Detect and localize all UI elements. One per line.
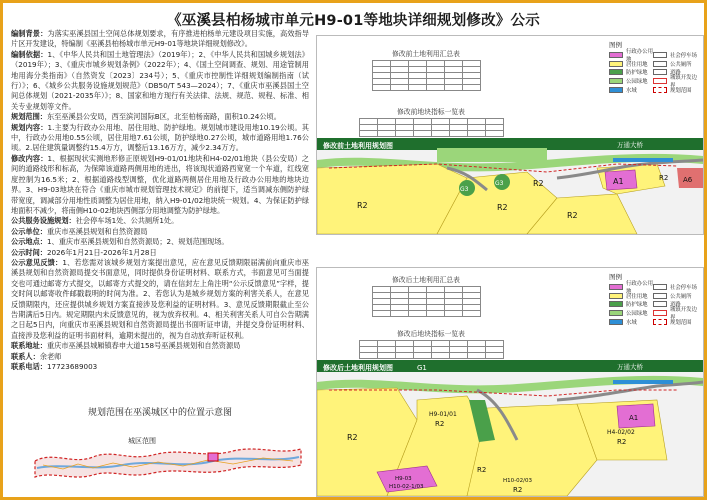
legend-water-after: 水域 — [626, 319, 637, 326]
para-basis: 编制依据：1、《中华人民共和国土地管理法》（2019年）；2、《中华人民共和国城乡规划法》（2019年）；3、《重庆市城乡规划条例》（2022年）；4、《国土空间调查、规划、用途管制用地用海分类指南》（自然资发〔2023〕234号）；5、《重庆市控制性详细规划编制指南（试行）》；6、《城乡公共服务设施规划规范》（DB50/T 543—2024）；7、《重庆市巫溪县国土空间总体规划（2021-2035年）》；8、国家和地方现行有关法律、法规、规范、规程、标准、相关专业规划等文件。 — [11, 49, 309, 111]
after-bridge-label: 万通大桥 — [617, 363, 643, 371]
legend-title-after: 图例 — [609, 273, 622, 281]
after-label-a1: A1 — [629, 414, 639, 422]
legend-road: 道路 — [670, 70, 681, 77]
legend-toilet: 公共厕所 — [670, 61, 692, 68]
after-summary-table — [372, 286, 481, 317]
after-label-r2-3: R2 — [617, 438, 627, 446]
legend-park-after: 公园绿地 — [626, 311, 648, 318]
legend-residential-after: 居住用地 — [626, 293, 648, 300]
after-label-r2-1: R2 — [347, 433, 358, 442]
before-index-table-title: 修改前地块指标一览表 — [397, 108, 465, 116]
legend-dev-boundary-after: 城镇开发边界 — [670, 307, 697, 322]
para-unit: 公示单位：重庆市巫溪县规划和自然资源局 — [11, 226, 148, 236]
after-legend — [609, 272, 699, 326]
legend-title: 图例 — [609, 41, 622, 49]
para-facilities: 公共服务设施规划：社会停车场1处、公共厕所1处。 — [11, 216, 179, 226]
after-label-h9-01: H9-01/01 — [429, 411, 457, 418]
before-label-g3-2: G3 — [495, 180, 504, 187]
before-label-r2-4: R2 — [659, 174, 669, 182]
para-time: 公示时间：2026年1月21日-2026年1月28日 — [11, 247, 157, 257]
after-summary-table-title: 修改后土地利用汇总表 — [392, 276, 460, 284]
after-label-h10-02: H10-02/03 — [503, 478, 532, 484]
para-content: 规划内容：1.主要为行政办公用地、居住用地、防护绿地。规划城市建设用地10.19公顷。其中，行政办公用地0.55公顷，居住用地7.61公顷，防护绿地0.27公顷，城市道路用地1.76公顷。2.居住建筑量调整约15.4万方，调整后13.16万方，减少2.34万方。 — [11, 122, 309, 153]
after-label-r2-5: R2 — [513, 486, 523, 494]
legend-toilet-after: 公共厕所 — [670, 293, 692, 300]
para-feedback: 公示意见反馈：1、若您需对该城乡规划方案提出意见，应在意见反馈期限届满前向重庆市巫溪县规划和自然资源局提交书面意见，同时提供身份证明材料、联系方式，书面意见可当面提交也可通过邮寄方式提交，以邮寄方式提交的，请在信封左上角注明“公示反馈意见”字样，提交时间以邮寄收件邮戳载明的时间为准。2、若您认为是城乡规划方案的利害关系人，在意见反馈期限内，还应提供城乡规划方案直接涉及您利益的证明材料。3、意见反馈期限截止至公告期满后5日内。规定期限内未反馈意见的，视为放弃权利。4、相关利害关系人可自公告期满之日起5日内，向重庆市巫溪县规划和自然资源局提出书面听证申请，并提交身份证明材料、直接涉及您利益的证明书面材料，逾期未提出的，视为自动放弃听证权利。 — [11, 257, 309, 340]
after-index-table-block — [351, 328, 511, 359]
after-index-table-title: 修改后地块指标一览表 — [397, 330, 465, 338]
legend-plan-area-after: 规划范围 — [670, 319, 692, 326]
before-index-table — [359, 118, 504, 137]
notice-text-column — [11, 29, 309, 379]
legend-residential: 居住用地 — [626, 61, 648, 68]
legend-admin: 行政办公用地 — [626, 49, 653, 64]
before-plan-panel — [316, 35, 704, 235]
before-summary-table-title: 修改前土地利用汇总表 — [392, 50, 460, 58]
before-bridge-label: 万通大桥 — [617, 141, 643, 149]
before-label-r2-3: R2 — [567, 211, 578, 220]
after-land-use-map — [317, 360, 703, 496]
urban-area-label: 城区范围 — [128, 437, 156, 445]
before-label-r2-2: R2 — [497, 203, 508, 212]
legend-water: 水域 — [626, 87, 637, 94]
after-label-h4-02: H4-02/02 — [607, 429, 635, 436]
legend-parking: 社会停车场 — [670, 53, 697, 60]
before-label-a6: A6 — [683, 176, 693, 184]
before-label-a1: A1 — [613, 177, 624, 186]
legend-plan-area: 规划范围 — [670, 87, 692, 94]
after-plan-panel — [316, 267, 704, 497]
legend-protective-green-after: 防护绿地 — [626, 302, 648, 309]
location-map-title: 规划范围在巫溪城区中的位置示意图 — [87, 408, 232, 418]
after-summary-table-block — [361, 274, 491, 317]
para-address: 联系地址：重庆市巫溪县城厢镇春申大道158号巫溪县规划和自然资源局 — [11, 341, 241, 351]
after-strip-label: 修改后土地利用规划图 — [323, 364, 393, 372]
plan-area-marker — [208, 453, 218, 461]
legend-road-after: 道路 — [670, 302, 681, 309]
legend-admin-after: 行政办公用地 — [626, 281, 653, 296]
before-index-table-block — [351, 106, 511, 137]
after-label-h9-03: H9-03 — [395, 476, 412, 482]
after-index-table — [359, 340, 504, 359]
after-label-r2-4: R2 — [477, 466, 487, 474]
para-modification: 修改内容：1、根据现状实测地形修正原规划H9-01/01地块和H4-02/01地块（县公安局）之间的道路线形和标高，为保障该道路两侧用地的进出，将该现状道路西宽宽一个车道，红线宽度控制为16.5米；2、根据道路线型调整，优化道路两侧居住用地及行政办公用地的地块边界。3、H9-03地块在符合《重庆市城市规划管理技术规定》的前提下，适当调减东侧防护绿带宽度，调减部分用地性质调整为居住用地，纳入H9-01/02地块统一规划。4、为保证防护绿地面积不减少，将南侧H10-02地块西侧部分用地调整为防护绿地。 — [11, 153, 309, 215]
before-summary-table — [372, 60, 481, 91]
legend-protective-green: 防护绿地 — [626, 70, 648, 77]
before-summary-table-block — [361, 48, 491, 91]
before-land-use-map — [317, 138, 703, 234]
para-contact: 联系人：余老师 — [11, 351, 62, 361]
para-phone: 联系电话：17723689003 — [11, 362, 98, 371]
para-location: 公示地点：1、重庆市巫溪县规划和自然资源局；2、规划范围现场。 — [11, 237, 229, 247]
legend-dev-boundary: 城镇开发边界 — [670, 75, 697, 90]
legend-park: 公园绿地 — [626, 79, 648, 86]
after-label-h10-02-1: H10-02-1/03 — [389, 484, 424, 490]
after-label-g1: G1 — [417, 364, 427, 372]
page-title: 《巫溪县柏杨城市单元H9-01等地块详细规划修改》公示 — [167, 13, 540, 29]
location-map — [33, 421, 303, 495]
before-strip-label: 修改前土地利用规划图 — [323, 142, 393, 150]
before-label-r2-5: R2 — [533, 179, 544, 188]
before-label-g3-1: G3 — [460, 186, 469, 193]
before-label-r2-1: R2 — [357, 201, 368, 210]
legend-parking-after: 社会停车场 — [670, 285, 697, 292]
para-background: 编制背景：为落实巫溪县国土空间总体规划要求，有序推进柏杨单元建设项目实施，高效指导片区开发建设，特编制《巫溪县柏杨城市单元H9-01等地块详细规划修改》。 — [11, 29, 309, 49]
para-scope: 规划范围：东至巫溪县公安局，西至滨河国际B区，北至柏杨南路，面积10.24公顷。 — [11, 112, 281, 122]
before-legend — [609, 40, 699, 94]
after-label-r2-2: R2 — [435, 420, 445, 428]
